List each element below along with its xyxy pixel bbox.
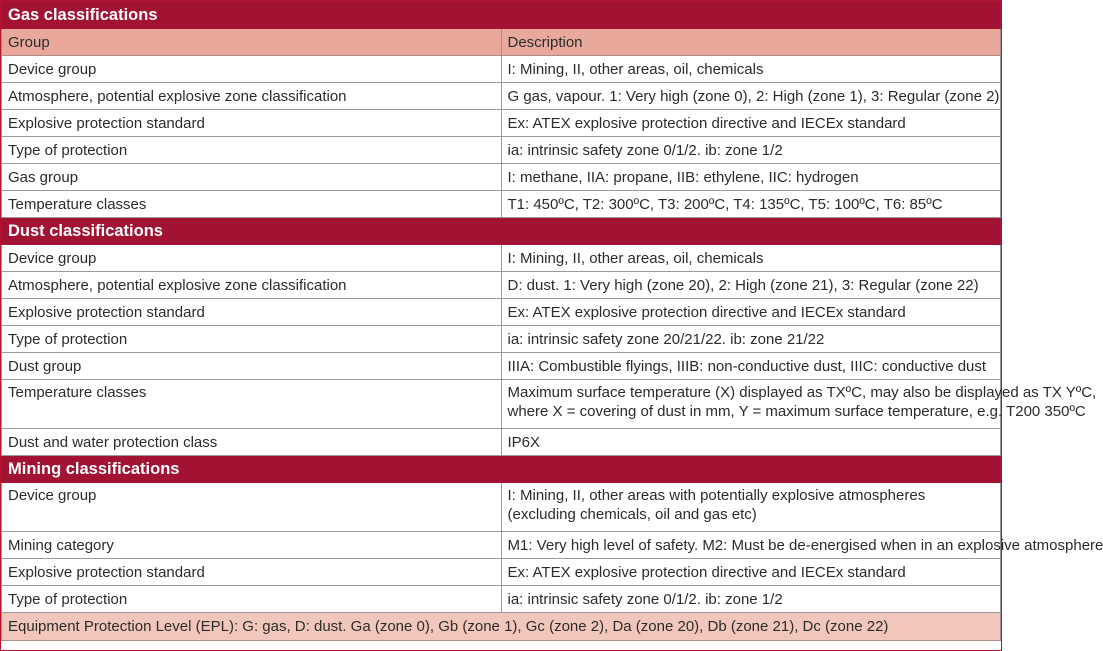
table-row <box>2 429 1001 456</box>
classification-table <box>1 1 1103 641</box>
group-cell: Type of protection <box>2 137 502 164</box>
table-row <box>2 272 1001 299</box>
group-cell: Explosive protection standard <box>2 559 502 586</box>
group-cell: Device group <box>2 245 502 272</box>
description-cell <box>501 164 1001 191</box>
mining-classifications-section-header <box>2 456 1001 483</box>
table-row <box>2 83 1001 110</box>
description-cell <box>501 191 1001 218</box>
gas-classifications-section-header <box>2 2 1001 29</box>
description-line: Ex: ATEX explosive protection directive and IECEx standard <box>507 563 906 581</box>
description-line: T1: 450ºC, T2: 300ºC, T3: 200ºC, T4: 135ºC, T5: 100ºC, T6: 85ºC <box>507 195 943 213</box>
description-line: M1: Very high level of safety. M2: Must be de-energised when in an explosive atmosphere <box>507 536 1103 554</box>
description-cell <box>501 245 1001 272</box>
description-line: I: Mining, II, other areas, oil, chemicals <box>507 249 764 267</box>
group-cell: Type of protection <box>2 586 502 613</box>
group-cell: Dust group <box>2 353 502 380</box>
description-cell <box>501 586 1001 613</box>
table-row <box>2 299 1001 326</box>
group-cell: Temperature classes <box>2 380 502 429</box>
column-header-row <box>2 29 1001 56</box>
table-row <box>2 532 1001 559</box>
group-cell: Explosive protection standard <box>2 299 502 326</box>
group-cell: Device group <box>2 483 502 532</box>
description-cell <box>501 532 1103 559</box>
description-line: where X = covering of dust in mm, Y = maximum surface temperature, e.g. T200 350ºC <box>507 403 1086 420</box>
section-title: Dust classifications <box>2 218 1001 245</box>
table-row <box>2 586 1001 613</box>
table-row <box>2 245 1001 272</box>
description-line: I: methane, IIA: propane, IIB: ethylene, IIC: hydrogen <box>507 168 859 186</box>
group-cell: Temperature classes <box>2 191 502 218</box>
description-cell <box>501 483 1001 532</box>
table-row <box>2 191 1001 218</box>
description-line: IP6X <box>507 433 541 451</box>
epl-footer-row <box>2 613 1001 641</box>
description-line: Ex: ATEX explosive protection directive and IECEx standard <box>507 303 906 321</box>
description-cell <box>501 110 1001 137</box>
group-cell: Mining category <box>2 532 502 559</box>
description-cell <box>501 380 1097 429</box>
group-cell: Gas group <box>2 164 502 191</box>
description-line: (excluding chemicals, oil and gas etc) <box>507 506 757 523</box>
column-header-group: Group <box>2 29 502 56</box>
description-cell <box>501 56 1001 83</box>
table-row <box>2 483 1001 532</box>
description-line: Maximum surface temperature (X) displayed as TXºC, may also be displayed as TX YºC, <box>507 384 1097 401</box>
description-cell <box>501 326 1001 353</box>
table-body <box>2 2 1103 641</box>
description-cell <box>501 559 1001 586</box>
group-cell: Type of protection <box>2 326 502 353</box>
description-line: I: Mining, II, other areas with potentially explosive atmospheres <box>507 487 926 504</box>
description-line: IIIA: Combustible flyings, IIIB: non-conductive dust, IIIC: conductive dust <box>507 357 987 375</box>
table-row <box>2 56 1001 83</box>
description-cell <box>501 137 1001 164</box>
section-title: Mining classifications <box>2 456 1001 483</box>
description-line: D: dust. 1: Very high (zone 20), 2: High (zone 21), 3: Regular (zone 22) <box>507 276 979 294</box>
section-title: Gas classifications <box>2 2 1001 29</box>
description-line: Ex: ATEX explosive protection directive and IECEx standard <box>507 114 906 132</box>
table-row <box>2 164 1001 191</box>
description-line: ia: intrinsic safety zone 20/21/22. ib: zone 21/22 <box>507 330 825 348</box>
table-row <box>2 326 1001 353</box>
table-row <box>2 110 1001 137</box>
group-cell: Atmosphere, potential explosive zone classification <box>2 83 502 110</box>
description-cell <box>501 299 1001 326</box>
description-cell <box>501 83 1001 110</box>
description-cell <box>501 353 1001 380</box>
table-row <box>2 353 1001 380</box>
group-cell: Atmosphere, potential explosive zone classification <box>2 272 502 299</box>
description-cell <box>501 272 1001 299</box>
description-cell <box>501 429 1001 456</box>
group-cell: Device group <box>2 56 502 83</box>
description-line: ia: intrinsic safety zone 0/1/2. ib: zone 1/2 <box>507 141 783 159</box>
description-line: I: Mining, II, other areas, oil, chemicals <box>507 60 764 78</box>
description-line: G gas, vapour. 1: Very high (zone 0), 2: High (zone 1), 3: Regular (zone 2) <box>507 87 1000 105</box>
dust-classifications-section-header <box>2 218 1001 245</box>
column-header-description: Description <box>501 29 1001 56</box>
description-line: ia: intrinsic safety zone 0/1/2. ib: zone 1/2 <box>507 590 783 608</box>
epl-footer-text: Equipment Protection Level (EPL): G: gas, D: dust. Ga (zone 0), Gb (zone 1), Gc (zone 2), Da (zone 20), Db (zone 21), Dc (zone 22) <box>2 613 1001 641</box>
table-row <box>2 559 1001 586</box>
table-row <box>2 380 1001 429</box>
table-row <box>2 137 1001 164</box>
group-cell: Dust and water protection class <box>2 429 502 456</box>
group-cell: Explosive protection standard <box>2 110 502 137</box>
